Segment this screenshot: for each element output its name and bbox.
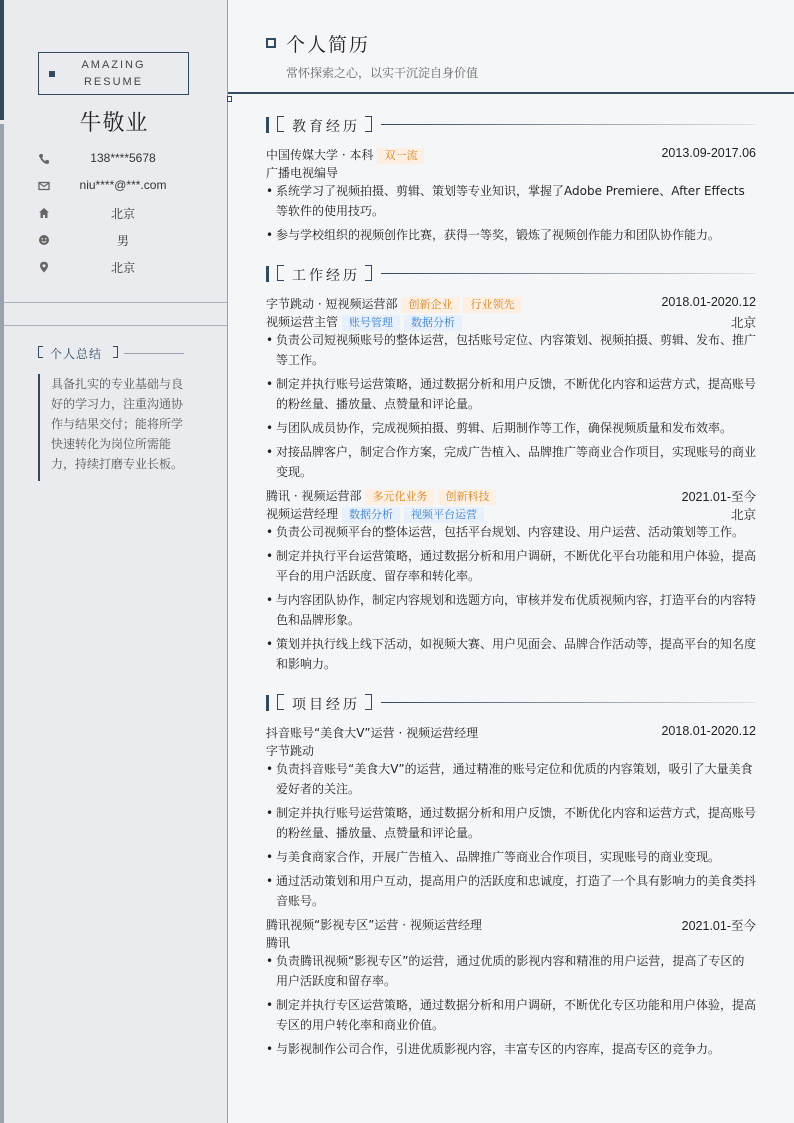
company-tag: 行业领先 (463, 297, 521, 313)
heading-bar (266, 117, 269, 133)
page-header (228, 0, 794, 94)
company-name: 腾讯 · 视频运营部 (266, 489, 362, 503)
phone-icon (38, 153, 50, 165)
heading-bar (266, 695, 269, 711)
skill-tag: 数据分析 (342, 507, 400, 523)
job-role: 视频运营经理 (266, 507, 339, 521)
section-title: 项目经历 (292, 697, 360, 713)
hometown-value: 北京 (110, 207, 135, 221)
header-corner-marker (227, 96, 232, 102)
project-date: 2021.01-至今 (681, 919, 756, 933)
list-item: • 制定并执行专区运营策略，通过数据分析和用户调研，不断优化专区功能和用户体验，提高专区的用户转化率和商业价值。 (266, 995, 756, 1035)
skill-tag: 视频平台运营 (404, 507, 484, 523)
sidebar (0, 0, 228, 1123)
project-org: 字节跳动 (266, 744, 315, 758)
list-item: • 负责抖音账号“美食大V”的运营，通过精准的账号定位和优质的内容策划，吸引了大量美食爱好者的关注。 (266, 759, 756, 799)
sidebar-divider (4, 325, 227, 326)
list-item: • 负责公司视频平台的整体运营，包括平台规划、内容建设、用户运营、活动策划等工作。 (266, 522, 756, 542)
contact-email (38, 178, 188, 194)
section-heading-projects (266, 694, 756, 712)
school-tag: 双一流 (377, 148, 424, 164)
project-org-row (266, 934, 756, 950)
company-tag: 创新企业 (401, 297, 459, 313)
list-item: • 负责腾讯视频“影视专区”的运营，通过优质的影视内容和精准的用户运营，提高了专区的用户活跃度和留存率。 (266, 951, 756, 991)
brand-line2: RESUME (83, 76, 144, 88)
section-title: 教育经历 (292, 119, 360, 135)
contact-location (38, 259, 188, 275)
list-item: • 制定并执行平台运营策略，通过数据分析和用户调研，不断优化平台功能和用户体验，提高平台的用户活跃度、留存率和转化率。 (266, 546, 756, 586)
job-city: 北京 (730, 508, 756, 522)
bracket-left-icon (277, 116, 284, 132)
company-tag: 创新科技 (438, 489, 496, 505)
job-header (266, 487, 756, 503)
brand-logo-box (38, 52, 189, 95)
education-major-row (266, 164, 756, 180)
list-item: • 系统学习了视频拍摄、剪辑、策划等专业知识，掌握了Adobe Premiere、After Effects等软件的使用技巧。 (266, 181, 756, 221)
contact-gender (38, 232, 188, 248)
job-date: 2018.01-2020.12 (661, 295, 756, 309)
heading-rule (124, 353, 184, 354)
list-item: • 与美食商家合作，开展广告植入、品牌推广等商业合作项目，实现账号的商业变现。 (266, 847, 756, 867)
contact-hometown (38, 205, 188, 221)
brand-line1: AMAZING (81, 59, 146, 71)
project-date: 2018.01-2020.12 (661, 724, 756, 738)
bracket-left-icon (277, 694, 284, 710)
smiley-icon (38, 234, 50, 246)
bracket-left-icon (277, 265, 284, 281)
heading-rule (381, 124, 756, 125)
list-item: • 负责公司短视频账号的整体运营，包括账号定位、内容策划、视频拍摄、剪辑、发布、推广等工作。 (266, 330, 756, 370)
list-item: • 策划并执行线上线下活动，如视频大赛、用户见面会、品牌合作活动等，提高平台的知名度和影响力。 (266, 634, 756, 674)
summary-title: 个人总结 (50, 347, 103, 361)
list-item: • 制定并执行账号运营策略，通过数据分析和用户反馈，不断优化内容和运营方式，提高账号的粉丝量、播放量、点赞量和评论量。 (266, 803, 756, 843)
home-icon (38, 207, 50, 219)
school-name: 中国传媒大学 · 本科 (266, 148, 374, 162)
phone-value: 138****5678 (90, 151, 156, 165)
page-subtitle: 常怀探索之心，以实干沉淀自身价值 (286, 66, 479, 80)
project-header (266, 724, 756, 740)
section-heading-education (266, 116, 756, 134)
project-header (266, 916, 756, 932)
title-square-icon (266, 38, 276, 48)
mail-icon (38, 180, 50, 192)
job-role-row (266, 313, 756, 329)
bracket-right-icon (365, 694, 372, 710)
project-name: 抖音账号“美食大V”运营 · 视频运营经理 (266, 726, 479, 740)
section-title: 工作经历 (292, 268, 360, 284)
list-item: • 与内容团队协作，制定内容规划和选题方向，审核并发布优质视频内容，打造平台的内容特色和品牌形象。 (266, 590, 756, 630)
project-name: 腾讯视频“影视专区”运营 · 视频运营经理 (266, 918, 482, 932)
sidebar-accent-stripe-lower (0, 124, 4, 1123)
list-item: • 对接品牌客户，制定合作方案，完成广告植入、品牌推广等商业合作项目，实现账号的商业变现。 (266, 442, 756, 482)
list-item: • 制定并执行账号运营策略，通过数据分析和用户反馈，不断优化内容和运营方式，提高账号的粉丝量、播放量、点赞量和评论量。 (266, 374, 756, 414)
job-date: 2021.01-至今 (681, 490, 756, 504)
heading-rule (381, 702, 756, 703)
job-city: 北京 (730, 316, 756, 330)
job-role: 视频运营主管 (266, 315, 339, 329)
job-header (266, 295, 756, 311)
list-item: • 与影视制作公司合作，引进优质影视内容，丰富专区的内容库，提高专区的竞争力。 (266, 1039, 756, 1059)
skill-tag: 账号管理 (342, 315, 400, 331)
section-heading-work (266, 265, 756, 283)
project-org: 腾讯 (266, 936, 291, 950)
page-title: 个人简历 (286, 34, 371, 56)
heading-bar (266, 266, 269, 282)
bracket-right-icon (365, 116, 372, 132)
summary-text: 具备扎实的专业基础与良好的学习力，注重沟通协作与结果交付；能将所学快速转化为岗位所需能力，持续打磨专业长板。 (38, 374, 186, 481)
list-item: • 通过活动策划和用户互动，提高用户的活跃度和忠诚度，打造了一个具有影响力的美食类抖音账号。 (266, 871, 756, 911)
heading-rule (381, 273, 756, 274)
contact-phone (38, 151, 188, 167)
major: 广播电视编导 (266, 166, 339, 180)
bracket-right-icon (113, 346, 118, 358)
location-pin-icon (38, 261, 50, 273)
candidate-name: 牛敬业 (79, 111, 149, 136)
education-entry-header (266, 146, 756, 162)
bracket-left-icon (38, 346, 43, 358)
sidebar-accent-stripe (0, 0, 4, 120)
company-name: 字节跳动 · 短视频运营部 (266, 297, 398, 311)
list-item: • 与团队成员协作，完成视频拍摄、剪辑、后期制作等工作，确保视频质量和发布效率。 (266, 418, 756, 438)
skill-tag: 数据分析 (404, 315, 462, 331)
job-role-row (266, 505, 756, 521)
education-date: 2013.09-2017.06 (661, 146, 756, 160)
location-value: 北京 (110, 261, 135, 275)
summary-heading (38, 345, 188, 361)
email-value: niu****@***.com (79, 178, 167, 192)
list-item: • 参与学校组织的视频创作比赛，获得一等奖，锻炼了视频创作能力和团队协作能力。 (266, 225, 756, 245)
company-tag: 多元化业务 (365, 489, 434, 505)
sidebar-divider (4, 302, 227, 303)
gender-value: 男 (116, 234, 129, 248)
bracket-right-icon (365, 265, 372, 281)
project-org-row (266, 742, 756, 758)
